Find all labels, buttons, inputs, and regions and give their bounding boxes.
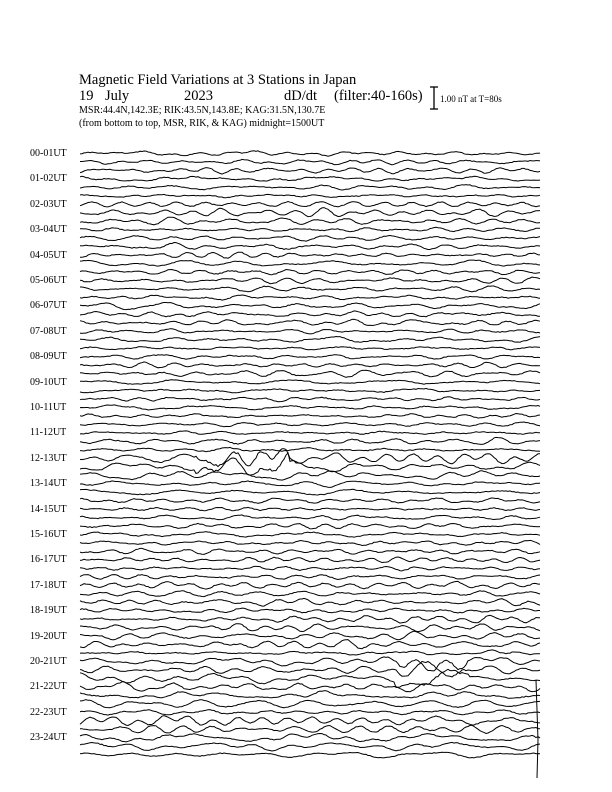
trace-05-06UT-KAG (80, 277, 540, 284)
row-label-20-21UT: 20-21UT (30, 656, 67, 667)
row-label-15-16UT: 15-16UT (30, 529, 67, 540)
trace-17-18UT-RIK (80, 591, 540, 597)
row-label-12-13UT: 12-13UT (30, 452, 67, 464)
row-label-00-01UT: 00-01UT (30, 148, 67, 159)
row-label-19-20UT: 19-20UT (30, 630, 67, 642)
trace-22-23UT-RIK (80, 716, 540, 726)
trace-00-01UT-MSR (80, 168, 540, 175)
order-note: (from bottom to top, MSR, RIK, & KAG) (79, 118, 247, 129)
trace-09-10UT-MSR (80, 397, 540, 402)
trace-07-08UT-MSR (80, 347, 540, 350)
trace-05-06UT-RIK (80, 286, 540, 292)
trace-16-17UT-KAG (80, 557, 540, 563)
trace-08-09UT-RIK (80, 362, 540, 368)
trace-21-22UT-MSR (80, 700, 540, 708)
trace-16-17UT-MSR (80, 575, 540, 580)
trace-16-17UT-RIK (80, 566, 540, 571)
trace-06-07UT-KAG (80, 303, 540, 310)
trace-06-07UT-MSR (80, 319, 540, 325)
row-label-16-17UT: 16-17UT (30, 554, 67, 566)
trace-15-16UT-KAG (80, 532, 540, 538)
stations-line: MSR:44.4N,142.3E; RIK:43.5N,143.8E; KAG:31.5N,130.7E (79, 105, 326, 116)
trace-03-04UT-MSR (80, 243, 540, 250)
row-label-09-10UT: 09-10UT (30, 376, 67, 388)
trace-12-13UT-RIK (80, 453, 540, 475)
month: July (105, 88, 130, 104)
trace-19-20UT-RIK (80, 640, 540, 649)
trace-11-12UT-KAG (80, 431, 540, 434)
trace-10-11UT-KAG (80, 405, 540, 410)
trace-01-02UT-RIK (80, 185, 540, 190)
trace-02-03UT-MSR (80, 217, 540, 225)
trace-09-10UT-RIK (80, 388, 540, 392)
trace-10-11UT-MSR (80, 422, 540, 427)
trace-14-15UT-MSR (80, 523, 540, 529)
trace-11-12UT-RIK (80, 437, 540, 444)
trace-02-03UT-RIK (80, 208, 540, 217)
trace-21-22UT-KAG (80, 682, 540, 692)
trace-07-08UT-RIK (80, 337, 540, 343)
row-label-18-19UT: 18-19UT (30, 605, 67, 617)
trace-13-14UT-MSR (80, 498, 540, 503)
trace-10-11UT-RIK (80, 414, 540, 419)
trace-18-19UT-KAG (80, 608, 540, 613)
trace-13-14UT-RIK (80, 489, 540, 495)
row-label-01-02UT: 01-02UT (30, 173, 67, 185)
trace-12-13UT-KAG (80, 449, 540, 467)
row-label-08-09UT: 08-09UT (30, 351, 67, 363)
trace-19-20UT-KAG (80, 631, 540, 640)
row-label-22-23UT: 22-23UT (30, 706, 67, 718)
row-label-13-14UT: 13-14UT (30, 478, 67, 490)
trace-03-04UT-KAG (80, 227, 540, 232)
filter: (filter:40-160s) (334, 88, 423, 104)
trace-20-21UT-KAG (80, 657, 540, 671)
trace-03-04UT-RIK (80, 236, 540, 242)
trace-14-15UT-KAG (80, 507, 540, 510)
trace-18-19UT-MSR (80, 624, 540, 632)
trace-13-14UT-KAG (80, 481, 540, 488)
trace-12-13UT-MSR (80, 471, 540, 480)
trace-15-16UT-RIK (80, 540, 540, 545)
trace-23-24UT-MSR (80, 752, 540, 758)
trace-22-23UT-MSR (80, 725, 540, 733)
trace-22-23UT-KAG (80, 710, 540, 716)
row-label-06-07UT: 06-07UT (30, 300, 67, 312)
trace-05-06UT-MSR (80, 295, 540, 300)
quantity: dD/dt (284, 88, 318, 104)
trace-04-05UT-RIK (80, 260, 540, 266)
trace-09-10UT-KAG (80, 380, 540, 384)
row-label-11-12UT: 11-12UT (30, 427, 67, 439)
row-label-04-05UT: 04-05UT (30, 249, 67, 261)
row-label-05-06UT: 05-06UT (30, 275, 67, 286)
trace-00-01UT-RIK (80, 159, 540, 164)
trace-04-05UT-MSR (80, 270, 540, 275)
row-label-23-24UT: 23-24UT (30, 732, 67, 744)
row-label-02-03UT: 02-03UT (30, 198, 67, 210)
trace-23-24UT-RIK (80, 742, 540, 751)
trace-04-05UT-KAG (80, 252, 540, 258)
trace-18-19UT-RIK (80, 615, 540, 623)
trace-17-18UT-KAG (80, 581, 540, 589)
trace-spike (536, 680, 538, 778)
trace-06-07UT-RIK (80, 311, 540, 317)
row-label-17-18UT: 17-18UT (30, 579, 67, 591)
row-label-21-22UT: 21-22UT (30, 681, 67, 693)
trace-07-08UT-KAG (80, 329, 540, 334)
row-label-14-15UT: 14-15UT (30, 503, 67, 515)
trace-14-15UT-RIK (80, 515, 540, 520)
row-label-07-08UT: 07-08UT (30, 325, 67, 337)
trace-19-20UT-MSR (80, 650, 540, 655)
trace-02-03UT-KAG (80, 202, 540, 207)
trace-00-01UT-KAG (80, 151, 540, 156)
row-label-03-04UT: 03-04UT (30, 224, 67, 236)
trace-17-18UT-MSR (80, 598, 540, 606)
trace-08-09UT-MSR (80, 370, 540, 377)
scale-label: 1.00 nT at T=80s (440, 94, 502, 104)
trace-01-02UT-KAG (80, 176, 540, 181)
trace-11-12UT-MSR (80, 447, 540, 451)
trace-21-22UT-RIK (80, 691, 540, 699)
day: 19 (79, 88, 94, 104)
trace-08-09UT-KAG (80, 355, 540, 359)
year: 2023 (184, 88, 213, 104)
trace-01-02UT-MSR (80, 194, 540, 197)
trace-15-16UT-MSR (80, 548, 540, 554)
row-label-10-11UT: 10-11UT (30, 402, 67, 413)
chart-title: Magnetic Field Variations at 3 Stations in Japan (79, 72, 357, 88)
trace-23-24UT-KAG (80, 734, 540, 742)
midnight-note: midnight=1500UT (249, 118, 325, 129)
